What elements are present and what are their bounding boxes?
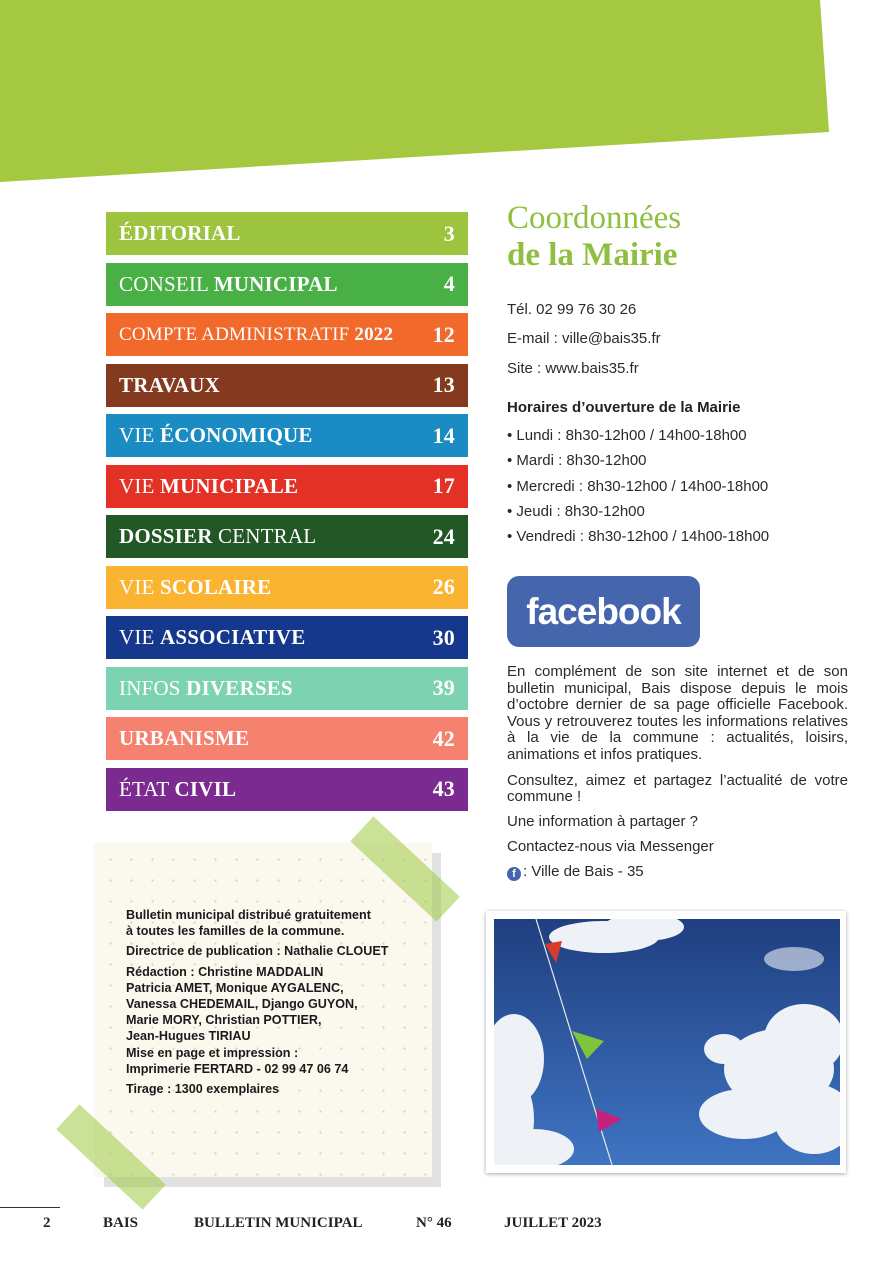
printer-contact: Imprimerie FERTARD - 02 99 47 06 74 [126,1061,349,1076]
editorial-team-line-3: Vanessa CHEDEMAIL, Django GUYON, [126,997,358,1012]
toc-item-vie-associative[interactable] [106,616,468,659]
opening-hours-list [507,427,769,553]
footer-page-number: 2 [43,1215,51,1231]
toc-label-prefix: VIE [119,574,161,599]
toc-page-number: 12 [432,321,455,347]
toc-label-bold: SCOLAIRE [160,574,272,599]
toc-item-vie-municipale[interactable] [106,465,468,508]
toc-page-number: 17 [432,473,455,498]
toc-page-number: 26 [432,574,455,599]
toc-label-prefix: ÉTAT [119,776,175,801]
toc-page-number: 42 [432,725,455,751]
toc-item-travaux[interactable] [106,364,468,407]
mairie-email[interactable]: E-mail : ville@bais35.fr [507,330,661,347]
toc-page-number: 14 [432,422,455,448]
editorial-team-line-5: Jean-Hugues TIRIAU [126,1029,251,1044]
toc-label-bold: URBANISME [119,726,250,750]
toc-page-number: 13 [432,372,455,397]
toc-item-infos-diverses[interactable] [106,667,468,710]
hours-monday: • Lundi : 8h30-12h00 / 14h00-18h00 [507,427,747,444]
toc-label-bold: MUNICIPALE [160,473,299,498]
toc-label-bold: 2022 [354,323,394,345]
toc-page-number: 39 [432,675,455,700]
toc-item-vie-scolaire[interactable] [106,566,468,609]
editorial-team-line-4: Marie MORY, Christian POTTIER, [126,1013,322,1028]
toc-label-prefix: CONSEIL [119,271,214,296]
toc-label-prefix: VIE [119,625,161,649]
toc-label-prefix: INFOS [119,675,187,700]
facebook-paragraph-1: En complément de son site internet et de son bulletin municipal, Bais dispose depuis le mois d’octobre dernier de sa page officielle Facebook. Vous y retrouverez toutes les informations relatives à la vie de la commune : actualités, loisirs, animations et infos pratiques. [507,663,848,763]
facebook-description [507,664,848,815]
facebook-page-line[interactable] [507,863,644,881]
toc-label-bold: ÉCONOMIQUE [160,423,313,447]
sky-bunting-image [494,919,840,1165]
facebook-icon: f [507,867,521,881]
toc-label-prefix: VIE [119,423,161,447]
footer-rule [0,1207,60,1208]
layout-printing-label: Mise en page et impression : [126,1045,299,1060]
toc-label-bold: TRAVAUX [119,372,220,397]
toc-label-prefix: COMPTE ADMINISTRATIF [119,323,355,345]
mairie-phone[interactable]: Tél. 02 99 76 30 26 [507,301,637,318]
mairie-website[interactable]: Site : www.bais35.fr [507,360,639,377]
footer-issue: N° 46 [416,1215,452,1231]
facebook-paragraph-2: Consultez, aimez et partagez l’actualité de votre commune ! [507,771,848,806]
toc-item-compte-administratif[interactable] [106,313,468,356]
print-run: Tirage : 1300 exemplaires [126,1082,280,1097]
hours-tuesday: • Mardi : 8h30-12h00 [507,452,647,470]
mairie-heading-line2: de la Mairie [507,237,678,273]
toc-item-vie-economique[interactable] [106,414,468,457]
toc-item-etat-civil[interactable] [106,768,468,811]
toc-label-bold: ASSOCIATIVE [160,625,306,649]
toc-label-bold: MUNICIPAL [213,271,338,296]
footer-date: JUILLET 2023 [504,1215,602,1231]
toc-page-number: 4 [443,271,455,296]
publication-director: Directrice de publication : Nathalie CLOUET [126,944,389,959]
toc-page-number: 43 [432,776,455,801]
toc-item-urbanisme[interactable] [106,717,468,760]
toc-label-bold: DOSSIER [119,524,213,548]
toc-item-editorial[interactable] [106,212,468,255]
toc-label-bold: DIVERSES [186,675,293,700]
toc-label-prefix: VIE [119,473,161,498]
toc-label-suffix: CENTRAL [212,524,317,548]
toc-label-bold: ÉDITORIAL [119,221,241,245]
footer-publication: BULLETIN MUNICIPAL [194,1215,363,1231]
colophon-text [126,907,426,1101]
header-banner [0,0,892,190]
toc-item-dossier-central[interactable] [106,515,468,558]
facebook-logo[interactable]: facebook [507,576,700,647]
toc-label-bold: CIVIL [174,776,237,801]
editorial-team-line-1: Rédaction : Christine MADDALIN [126,964,324,979]
editorial-team-line-2: Patricia AMET, Monique AYGALENC, [126,980,344,995]
opening-hours-title: Horaires d’ouverture de la Mairie [507,399,741,416]
mairie-heading-line1: Coordonnées [507,200,682,236]
share-info-line: Une information à partager ? [507,813,698,830]
footer-town: BAIS [103,1215,139,1231]
toc-page-number: 3 [443,220,455,246]
hours-thursday: • Jeudi : 8h30-12h00 [507,502,645,520]
mairie-heading [507,200,681,274]
facebook-page-name: : Ville de Bais - 35 [523,863,644,880]
toc-item-conseil-municipal[interactable] [106,263,468,306]
distribution-line-1: Bulletin municipal distribué gratuitement [126,908,371,922]
toc-page-number: 30 [432,624,455,650]
distribution-line-2: à toutes les familles de la commune. [126,924,345,939]
messenger-line: Contactez-nous via Messenger [507,838,714,855]
toc-page-number: 24 [432,523,455,549]
sky-bunting-photo [486,911,846,1173]
hours-friday: • Vendredi : 8h30-12h00 / 14h00-18h00 [507,528,770,546]
hours-wednesday: • Mercredi : 8h30-12h00 / 14h00-18h00 [507,477,769,495]
